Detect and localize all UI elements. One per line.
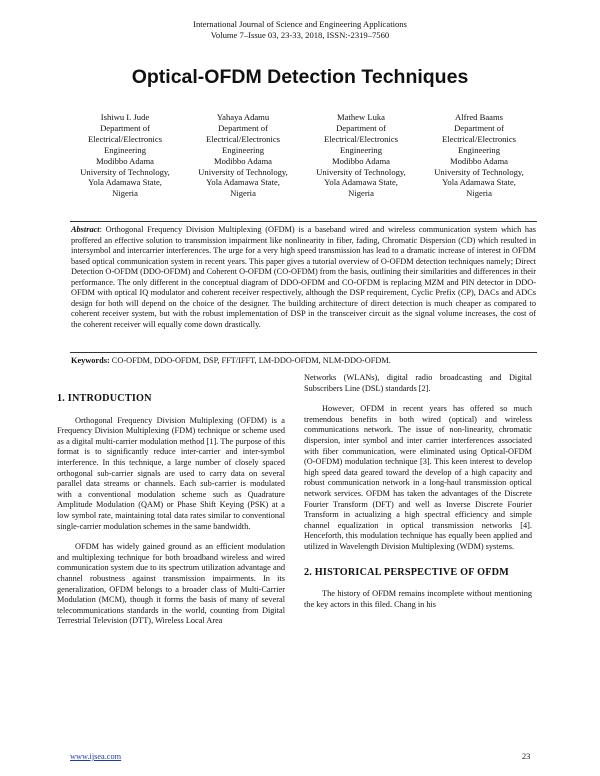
author-country: Nigeria: [348, 188, 374, 199]
abstract: [71, 225, 536, 330]
author-country: Nigeria: [466, 188, 492, 199]
author-department: Engineering: [340, 144, 382, 155]
keywords-text: CO-OFDM, DDO-OFDM, DSP, FFT/IFFT, LM-DDO-OFDM, NLM-DDO-OFDM.: [109, 356, 391, 365]
author-department: Department of: [336, 122, 386, 133]
author-name: Mathew Luka: [337, 112, 385, 122]
author-university: Modibbo Adama: [213, 155, 272, 166]
author-university: University of Technology,: [80, 166, 170, 177]
author-department: Department of: [454, 122, 504, 133]
paragraph: Orthogonal Frequency Division Multiplexing (OFDM) is a Frequency Division Multiplexing (FDM) technique or scheme used as a digital multi-carrier modulation method [1]. The purpose of this format is to significantly reduce inter-carrier and inter-symbol interference. In this technique, a large number of closely spaced orthogonal sub-carrier signals are used to carry data on several parallel data streams or channels. Each sub-carrier is modulated with a conventional modulation scheme such as Quadrature Amplitude Modulation (QAM) or Phase Shift Keying (PSK) at a low symbol rate, maintaining total data rates similar to conventional single-carrier modulation schemes in the same bandwidth.: [57, 415, 285, 531]
author-block: [66, 112, 184, 199]
author-department: Engineering: [458, 144, 500, 155]
author-country: Nigeria: [112, 188, 138, 199]
keywords-label: Keywords:: [71, 356, 110, 365]
author-block: [184, 112, 302, 199]
author-university: University of Technology,: [316, 166, 406, 177]
author-department: Electrical/Electronics: [88, 133, 162, 144]
author-university: University of Technology,: [434, 166, 524, 177]
author-university: Modibbo Adama: [331, 155, 390, 166]
paper-title: Optical-OFDM Detection Techniques: [131, 66, 469, 88]
author-department: Electrical/Electronics: [324, 133, 398, 144]
author-country: Nigeria: [230, 188, 256, 199]
abstract-label: Abstract: [71, 225, 100, 234]
left-column: [57, 393, 285, 627]
author-city: Yola Adamawa State,: [324, 177, 398, 188]
author-city: Yola Adamawa State,: [206, 177, 280, 188]
section-heading-introduction: 1. INTRODUCTION: [57, 393, 152, 404]
author-department: Department of: [218, 122, 268, 133]
journal-website-link[interactable]: www.ijsea.com: [70, 752, 122, 761]
section-heading-historical: 2. HISTORICAL PERSPECTIVE OF OFDM: [304, 566, 510, 578]
author-department: Engineering: [222, 144, 264, 155]
abstract-text: : Orthogonal Frequency Division Multiplexing (OFDM) is a baseband wired and wireless communication system which has proffered an effective solution to transmission impairment like nonlinearity in fiber, fading, Chromatic Dispersion (CD) which resulted in intersymbol and intercarrier interferences. The urge for a very high speed transmission has lead to a dramatic increase of interest in OFDM based optical communication system in recent years. This paper gives a tutorial overview of O-OFDM detection techniques namely; Direct Detection O-OFDM (DDO-OFDM) and Coherent O-OFDM (CO-OFDM) from the basis, outlining their similarities and differences in their performance. The only different in the conceptual diagram of DDO-OFDM and CO-OFDM is replacing MZM and PIN detector in DDO-OFDM with optical IQ modulator and coherent receiver respectively, although the DSP requirement, Cyclic Prefix (CP), DACs and ADCs design for both will depend on the choice of the designer. The building architecture of direct detection is much cheaper as compared to coherent receiver system, but with the robust implementation of DSP in the transceiver circuit as the signal volume increases, the cost of the coherent receiver will equally come down drastically.: [71, 225, 536, 329]
author-university: Modibbo Adama: [449, 155, 508, 166]
author-department: Electrical/Electronics: [206, 133, 280, 144]
author-name: Ishiwu I. Jude: [100, 112, 150, 122]
author-block: [302, 112, 420, 199]
paragraph: Networks (WLANs), digital radio broadcasting and Digital Subscribers Line (DSL) standards [2].: [304, 373, 532, 393]
paragraph: OFDM has widely gained ground as an efficient modulation and multiplexing technique for both broadband wireless and wired communication system due to its spectrum utilization advantage and channel robustness against transmission impairments. In its generalization, OFDM belongs to a broader class of Multi-Carrier Modulation (MCM), though it forms the basis of many of several telecommunications standards in the world, counting from Digital Terrestrial Television (DTT), Wireless Local Area: [57, 542, 285, 626]
author-block: [420, 112, 538, 199]
keywords: [71, 356, 536, 365]
volume-line: Volume 7–Issue 03, 23-33, 2018, ISSN:-2319–7560: [210, 29, 390, 40]
author-name: Alfred Baams: [455, 112, 503, 122]
author-university: Modibbo Adama: [95, 155, 154, 166]
author-city: Yola Adamawa State,: [88, 177, 162, 188]
author-name: Yahaya Adamu: [216, 112, 270, 122]
author-department: Engineering: [104, 144, 146, 155]
paragraph: However, OFDM in recent years has offered so much tremendous benefits in both wired (optical) and wireless communications network. The issue of non-linearity, chromatic dispersion, inter symbol and inter carrier interferences associated with fiber communication, were eliminated using Optical-OFDM (O-OFDM) modulation technique [3]. This keen interest to develop high speed data geared toward the develop of a high capacity and robust communication network in a long-haul transmission optical network services. OFDM has taken the advantages of the Discrete Fourier Transform (DFT) and well as Inverse Discrete Fourier Transform in actualizing a high spectral efficiency and simple channel equalization in optical transmission networks [4]. Henceforth, this modulation technique has equally been applied and utilized in Wavelength Division Multiplexing (WDM) systems.: [304, 404, 532, 551]
author-city: Yola Adamawa State,: [442, 177, 516, 188]
author-department: Department of: [100, 122, 150, 133]
author-list: [66, 112, 538, 199]
paragraph: The history of OFDM remains incomplete without mentioning the key actors in this filed. Chang in his: [304, 589, 532, 609]
author-university: University of Technology,: [198, 166, 288, 177]
journal-header: [0, 19, 600, 40]
page-number: 23: [522, 752, 531, 761]
right-column: [304, 373, 532, 610]
author-department: Electrical/Electronics: [442, 133, 516, 144]
journal-name: International Journal of Science and Engineering Applications: [193, 19, 407, 29]
